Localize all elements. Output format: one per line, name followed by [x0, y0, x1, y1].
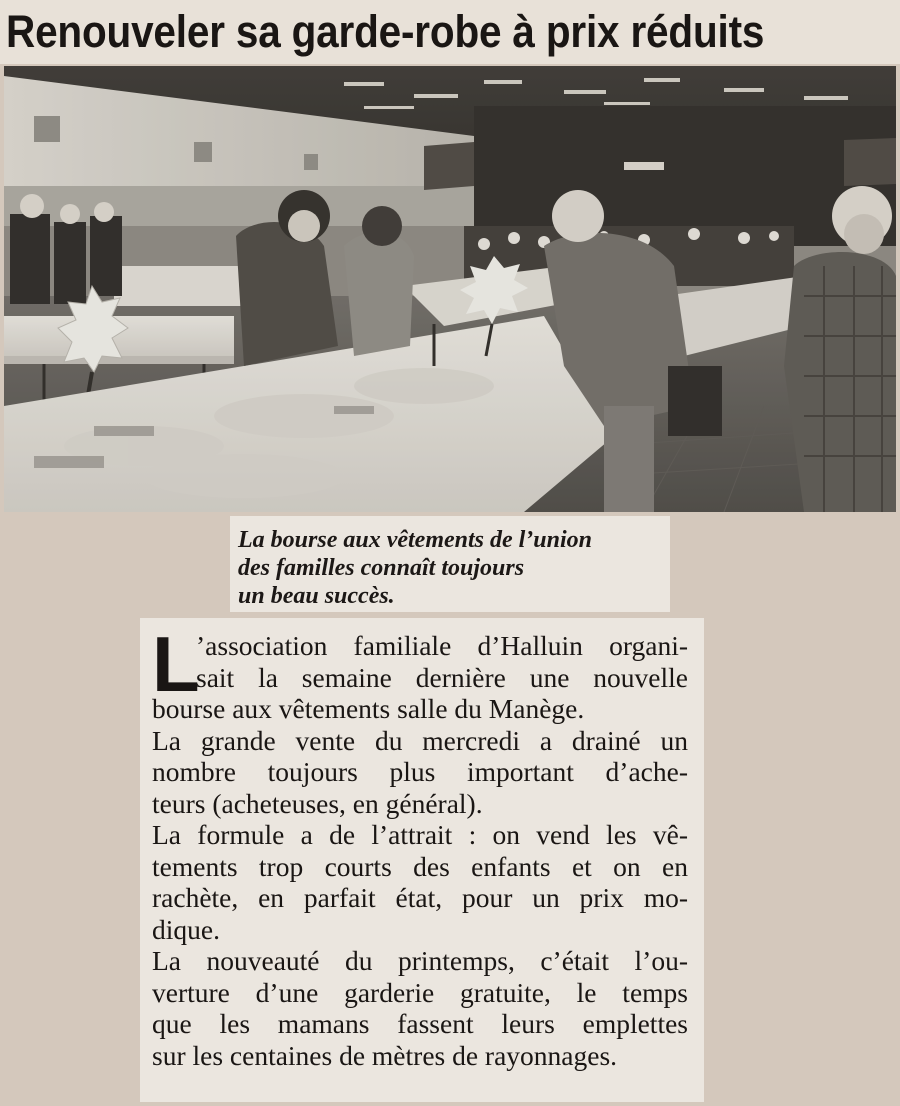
headline: Renouveler sa garde-robe à prix réduits	[6, 6, 765, 57]
article-line: ’association familiale d’Halluin organi-	[196, 630, 688, 661]
article-line: que les mamans fassent leurs emplettes	[152, 1008, 688, 1039]
article-line: sur les centaines de mètres de rayonnages.	[152, 1039, 618, 1071]
article-line: dique.	[152, 913, 220, 945]
article-line: rachète, en parfait état, pour un prix mo-	[152, 882, 688, 913]
article-line: La nouveauté du printemps, c’était l’ou-	[152, 945, 688, 976]
photo-caption	[230, 516, 670, 612]
article-line: bourse aux vêtements salle du Manège.	[152, 693, 585, 724]
article-line: La grande vente du mercredi a drainé un	[152, 724, 688, 756]
headline-band	[0, 0, 900, 64]
article-line: sait la semaine dernière une nouvelle	[196, 661, 688, 693]
drop-cap: L	[152, 620, 200, 708]
caption-line: La bourse aux vêtements de l’union	[238, 527, 593, 553]
article-body	[140, 618, 704, 1102]
caption-line: des familles connaît toujours	[238, 555, 525, 581]
caption-line: un beau succès.	[238, 583, 395, 609]
article-line: La formule a de l’attrait : on vend les vê-	[152, 819, 688, 850]
news-photo	[4, 66, 896, 512]
article-line: tements trop courts des enfants et on en	[152, 850, 688, 882]
article-line: verture d’une garderie gratuite, le temps	[152, 976, 688, 1008]
article-line: nombre toujours plus important d’ache-	[152, 756, 688, 787]
article-line: teurs (acheteuses, en général).	[152, 787, 483, 819]
